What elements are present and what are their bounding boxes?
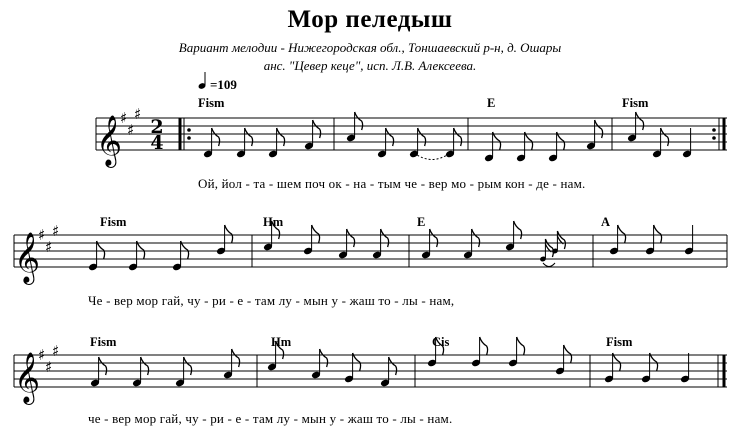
eighth-note bbox=[223, 349, 240, 379]
eighth-note bbox=[421, 229, 438, 259]
chord-symbol: A bbox=[601, 215, 611, 229]
svg-text:♯: ♯ bbox=[45, 238, 53, 256]
svg-text:♯: ♯ bbox=[38, 346, 46, 364]
svg-text:4: 4 bbox=[150, 132, 164, 154]
chord-symbol: Cis bbox=[432, 335, 450, 349]
eighth-note bbox=[377, 128, 394, 158]
chord-symbol: E bbox=[487, 96, 496, 110]
svg-text:♯: ♯ bbox=[45, 358, 53, 376]
svg-text:♯: ♯ bbox=[38, 226, 46, 244]
eighth-note bbox=[548, 132, 565, 162]
eighth-note bbox=[652, 128, 669, 158]
lyrics-line-2: Че - вер мор гай, чу - ри - е - там лу - мын у - жаш то - лы - нам, bbox=[88, 293, 455, 308]
time-signature bbox=[150, 116, 163, 154]
chord-symbol: Hm bbox=[271, 335, 292, 349]
chord-symbol: Fism bbox=[622, 96, 649, 110]
treble-clef-icon: 𝄞 bbox=[14, 352, 41, 403]
lyrics-line-3: че - вер мор гай, чу - ри - е - там лу - мын у - жаш то - лы - нам. bbox=[88, 411, 453, 426]
eighth-note bbox=[311, 349, 328, 379]
song-title: Мор пеледыш bbox=[287, 6, 453, 33]
treble-clef-icon: 𝄞 bbox=[96, 115, 123, 166]
eighth-note bbox=[505, 221, 522, 251]
eighth-note bbox=[380, 357, 397, 387]
tempo-marking: =109 bbox=[210, 77, 237, 92]
slurs bbox=[414, 153, 555, 267]
chord-symbol: Fism bbox=[100, 215, 127, 229]
notes bbox=[88, 112, 694, 387]
svg-text:2: 2 bbox=[150, 116, 164, 138]
svg-text:♯: ♯ bbox=[52, 222, 60, 240]
chord-symbol: Fism bbox=[90, 335, 117, 349]
performer-info: анс. "Цевер кеце", исп. Л.В. Алексеева. bbox=[263, 58, 477, 73]
eighth-note bbox=[516, 132, 533, 162]
chord-symbol: Fism bbox=[198, 96, 225, 110]
eighth-note bbox=[236, 128, 253, 158]
lyrics-line-1: Ой, йол - та - шем поч ок - на - тым че - вер мо - рым кон - де - нам. bbox=[198, 176, 586, 191]
eighth-note bbox=[409, 128, 426, 158]
eighth-note bbox=[304, 120, 321, 150]
eighth-note bbox=[346, 112, 363, 142]
eighth-note bbox=[175, 357, 192, 387]
eighth-note bbox=[268, 128, 285, 158]
song-source-info: Вариант мелодии - Нижегородская обл., Тоншаевский р-н, д. Ошары bbox=[178, 40, 562, 55]
eighth-note bbox=[586, 120, 603, 150]
quarter-note bbox=[682, 128, 692, 158]
eighth-note bbox=[203, 128, 220, 158]
eighth-note bbox=[372, 229, 389, 259]
staff-2 bbox=[14, 235, 727, 267]
svg-text:♯: ♯ bbox=[52, 342, 60, 360]
eighth-note bbox=[338, 229, 355, 259]
eighth-note bbox=[463, 229, 480, 259]
tempo-note-icon bbox=[198, 72, 207, 90]
treble-clef-icon: 𝄞 bbox=[14, 232, 41, 283]
eighth-note bbox=[132, 357, 149, 387]
svg-text:♯: ♯ bbox=[120, 109, 128, 127]
chord-symbol: Fism bbox=[606, 335, 633, 349]
eighth-note bbox=[445, 128, 462, 158]
quarter-note bbox=[680, 353, 690, 383]
chord-symbol: E bbox=[417, 215, 426, 229]
eighth-note bbox=[90, 357, 107, 387]
svg-text:♯: ♯ bbox=[134, 105, 142, 123]
chord-symbol: Hm bbox=[263, 215, 284, 229]
staff-1 bbox=[96, 118, 727, 150]
quarter-note bbox=[684, 225, 694, 255]
svg-text:♯: ♯ bbox=[127, 121, 135, 139]
eighth-note bbox=[627, 112, 644, 142]
eighth-note bbox=[484, 132, 501, 162]
